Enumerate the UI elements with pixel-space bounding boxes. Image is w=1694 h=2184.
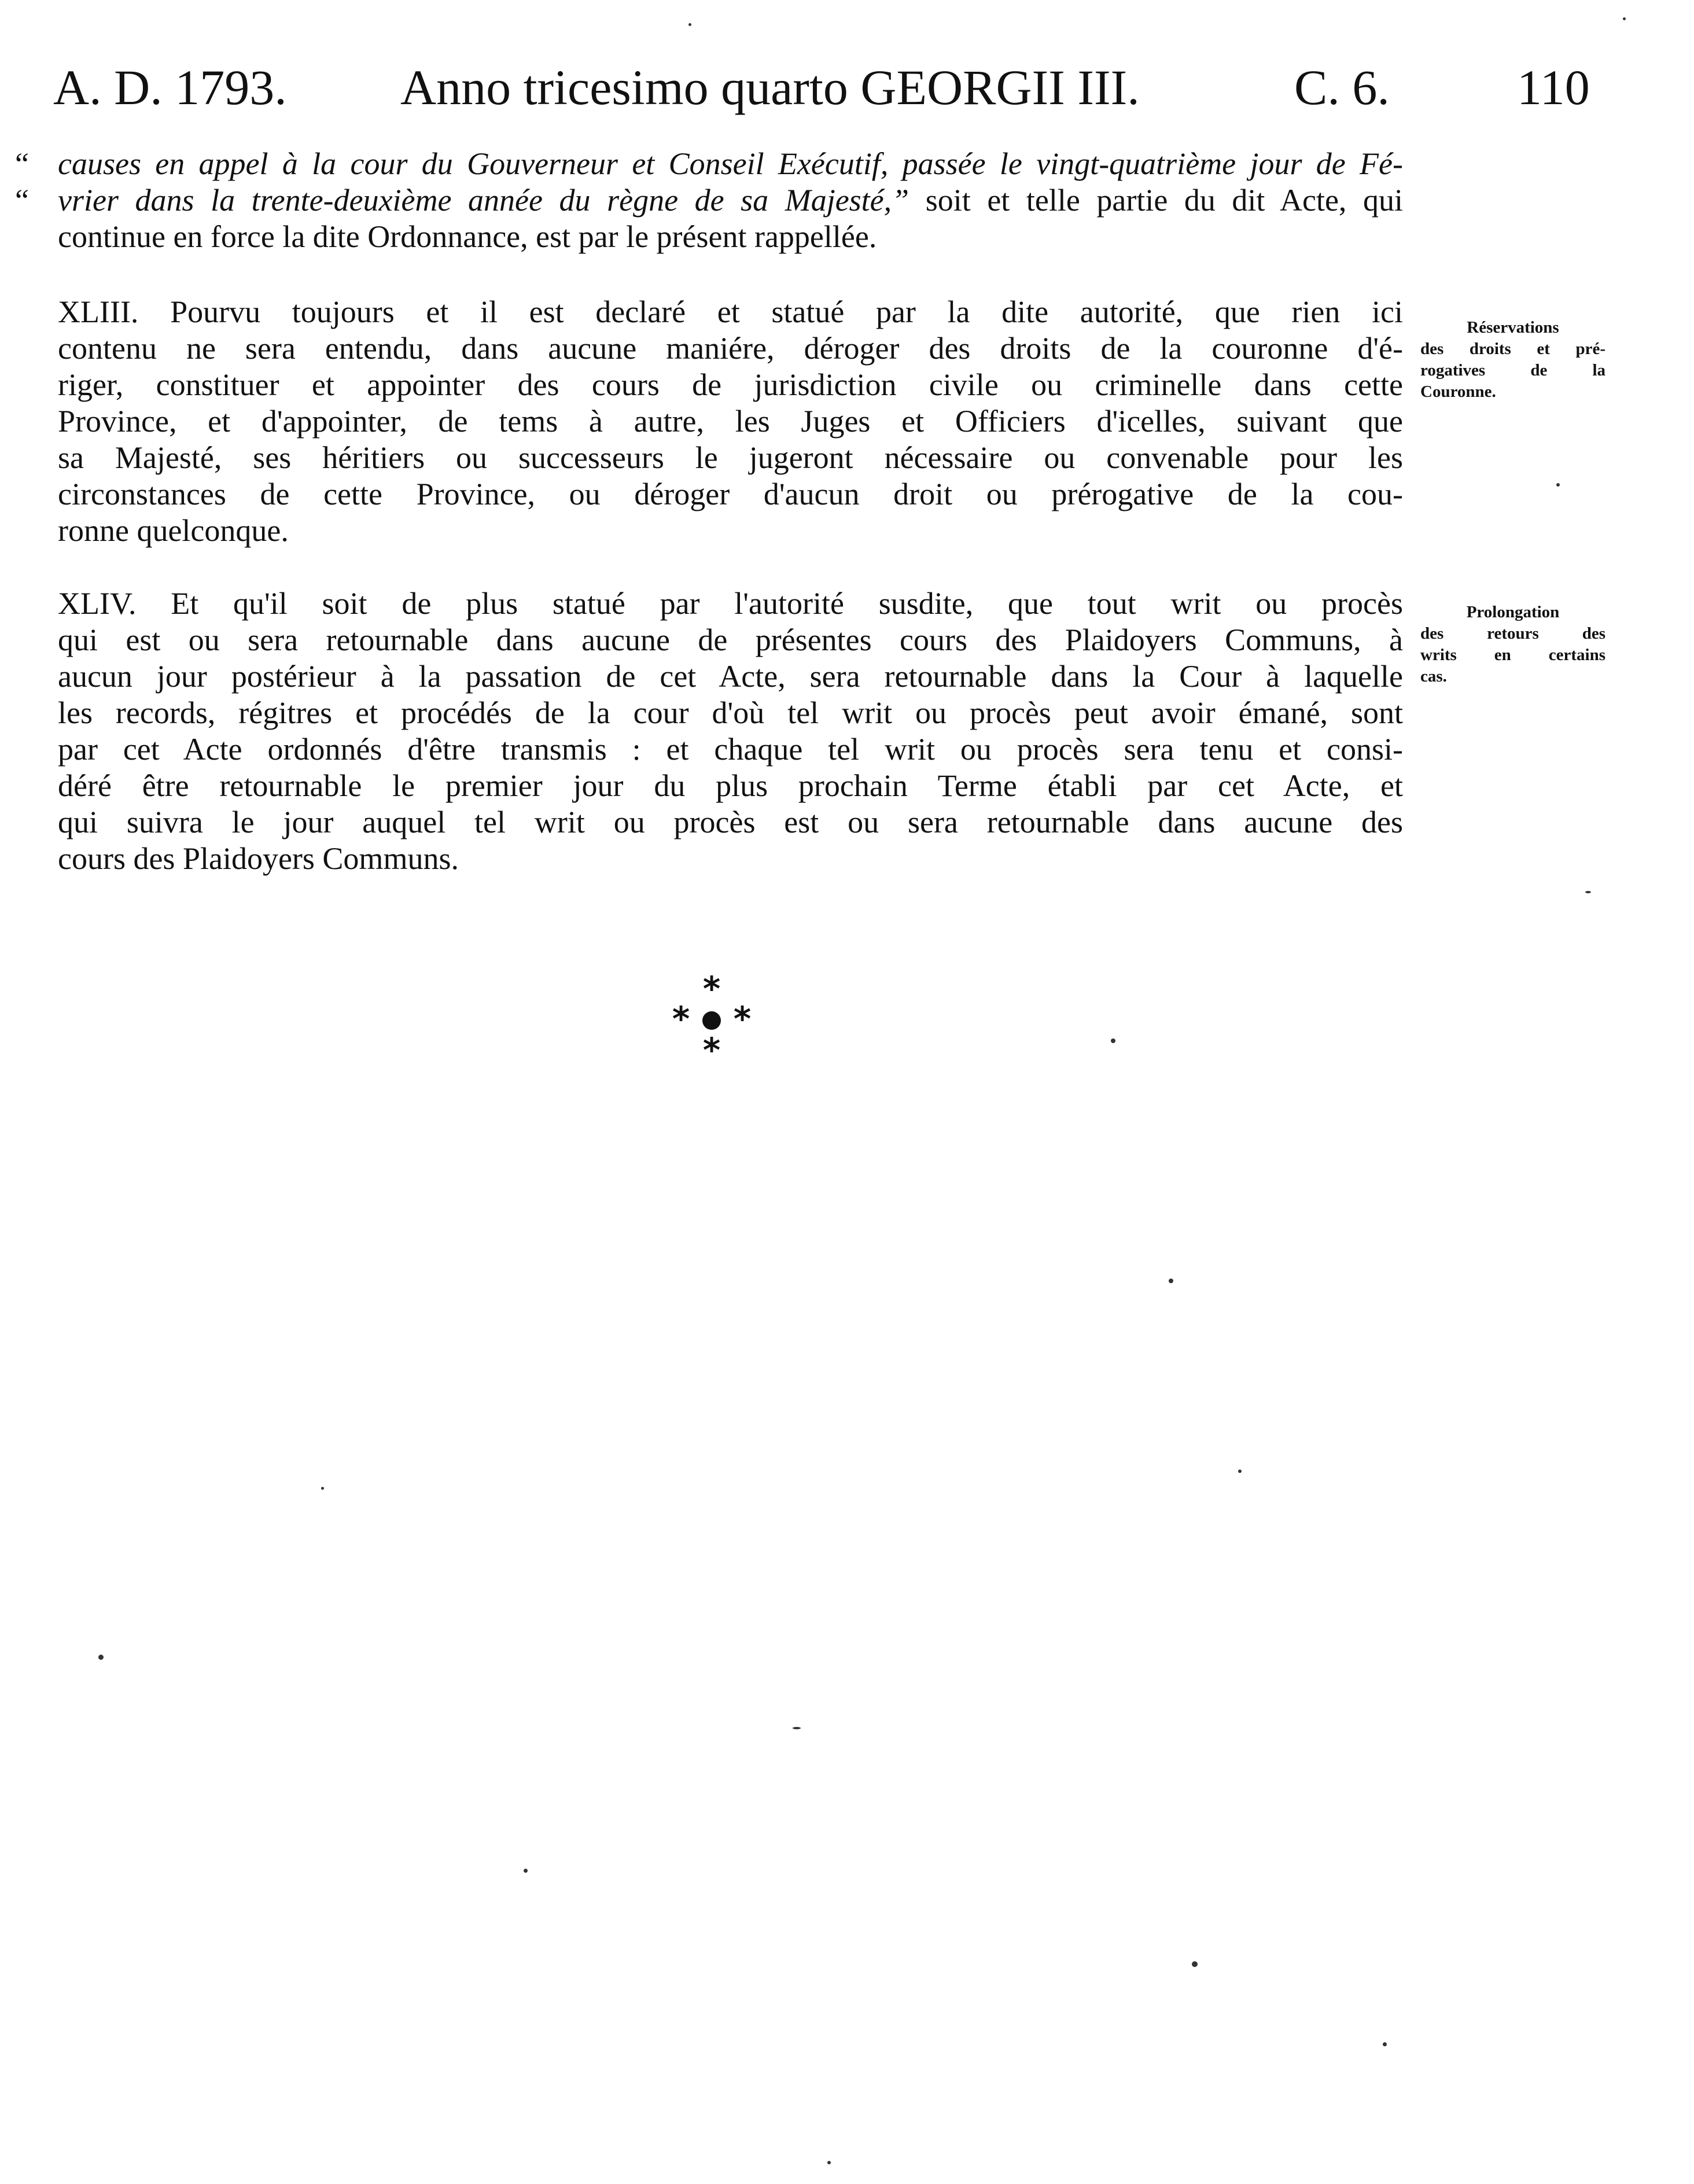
header-date: A. D. 1793. bbox=[53, 60, 287, 115]
asterisk-icon: * bbox=[672, 999, 690, 1038]
text-line: sa Majesté, ses héritiers ou successeurs le jugeront nécessaire ou convenable pour les bbox=[58, 440, 1403, 475]
margin-note-line: des droits et pré- bbox=[1420, 340, 1605, 358]
quote-mark: “ bbox=[15, 146, 29, 181]
section-xliv bbox=[58, 585, 1403, 877]
text-line: qui suivra le jour auquel tel writ ou procès est ou sera retournable dans aucune des bbox=[58, 805, 1403, 839]
italic-text: vrier dans la trente-deuxième année du règne de sa Majesté,” bbox=[58, 183, 909, 218]
text-line: riger, constituer et appointer des cours de jurisdiction civile ou criminelle dans cette bbox=[58, 367, 1403, 402]
scan-speck bbox=[98, 1655, 104, 1660]
asterisk-icon: * bbox=[733, 999, 752, 1038]
scan-speck bbox=[1111, 1038, 1115, 1043]
roman-text: continue en force la dite Ordonnance, est par le présent rappellée. bbox=[58, 219, 877, 254]
paragraph-continuation bbox=[15, 146, 1403, 255]
margin-note-reservations bbox=[1420, 317, 1605, 403]
dot-icon bbox=[702, 1011, 721, 1030]
margin-note-line: rogatives de la bbox=[1420, 361, 1605, 380]
scan-speck bbox=[688, 23, 691, 26]
quote-mark: “ bbox=[15, 183, 29, 218]
asterisk-icon: * bbox=[702, 1030, 721, 1070]
text-line: cours des Plaidoyers Communs. bbox=[58, 841, 459, 876]
ornament-tailpiece bbox=[671, 969, 752, 1076]
scan-speck bbox=[524, 1869, 528, 1873]
margin-note-line: writs en certains bbox=[1420, 646, 1605, 664]
scan-speck bbox=[1556, 483, 1560, 487]
header-chapter: C. 6. bbox=[1294, 60, 1390, 115]
text-line bbox=[15, 146, 1403, 182]
text-line: ronne quelconque. bbox=[58, 513, 289, 548]
running-header bbox=[53, 51, 1615, 126]
scan-speck bbox=[1383, 2042, 1387, 2046]
italic-text: causes en appel à la cour du Gouverneur et Conseil Exécutif, passée le vingt-quatrième jour de Fé- bbox=[58, 146, 1403, 181]
scan-speck bbox=[321, 1487, 324, 1490]
scan-speck bbox=[827, 2161, 831, 2164]
margin-note-line: des retours des bbox=[1420, 624, 1605, 643]
scan-speck bbox=[1238, 1469, 1242, 1473]
scan-speck bbox=[1585, 891, 1591, 893]
text-line bbox=[58, 219, 1403, 255]
text-line: XLIV. Et qu'il soit de plus statué par l'autorité susdite, que tout writ ou procès bbox=[58, 586, 1403, 621]
section-xliii bbox=[58, 294, 1403, 549]
scan-speck bbox=[793, 1727, 801, 1729]
scan-speck bbox=[1623, 17, 1626, 20]
text-line: qui est ou sera retournable dans aucune de présentes cours des Plaidoyers Communs, à bbox=[58, 623, 1403, 657]
text-line: Province, et d'appointer, de tems à autre, les Juges et Officiers d'icelles, suivant que bbox=[58, 404, 1403, 439]
text-line bbox=[15, 182, 1403, 219]
text-line: déré être retournable le premier jour du plus prochain Terme établi par cet Acte, et bbox=[58, 768, 1403, 803]
page-number: 110 bbox=[1517, 60, 1590, 115]
margin-note-prolongation bbox=[1420, 602, 1605, 687]
text-line: XLIII. Pourvu toujours et il est declaré et statué par la dite autorité, que rien ici bbox=[58, 294, 1403, 329]
scan-speck bbox=[1192, 1961, 1198, 1967]
text-line: circonstances de cette Province, ou déroger d'aucun droit ou prérogative de la cou- bbox=[58, 477, 1403, 511]
text-line: aucun jour postérieur à la passation de cet Acte, sera retournable dans la Cour à laquelle bbox=[58, 659, 1403, 694]
scan-speck bbox=[1169, 1279, 1173, 1283]
roman-text: soit et telle partie du dit Acte, qui bbox=[909, 183, 1403, 218]
text-line: par cet Acte ordonnés d'être transmis : et chaque tel writ ou procès sera tenu et consi- bbox=[58, 732, 1403, 767]
text-line: les records, régitres et procédés de la cour d'où tel writ ou procès peut avoir émané, sont bbox=[58, 695, 1403, 730]
header-title: Anno tricesimo quarto GEORGII III. bbox=[400, 60, 1140, 115]
margin-note-line: Prolongation bbox=[1466, 603, 1560, 621]
margin-note-line: Couronne. bbox=[1420, 382, 1496, 401]
margin-note-line: cas. bbox=[1420, 667, 1447, 686]
margin-note-line: Réservations bbox=[1467, 318, 1559, 337]
text-line: contenu ne sera entendu, dans aucune maniére, déroger des droits de la couronne d'é- bbox=[58, 331, 1403, 366]
asterisk-icon: * bbox=[702, 969, 721, 1008]
